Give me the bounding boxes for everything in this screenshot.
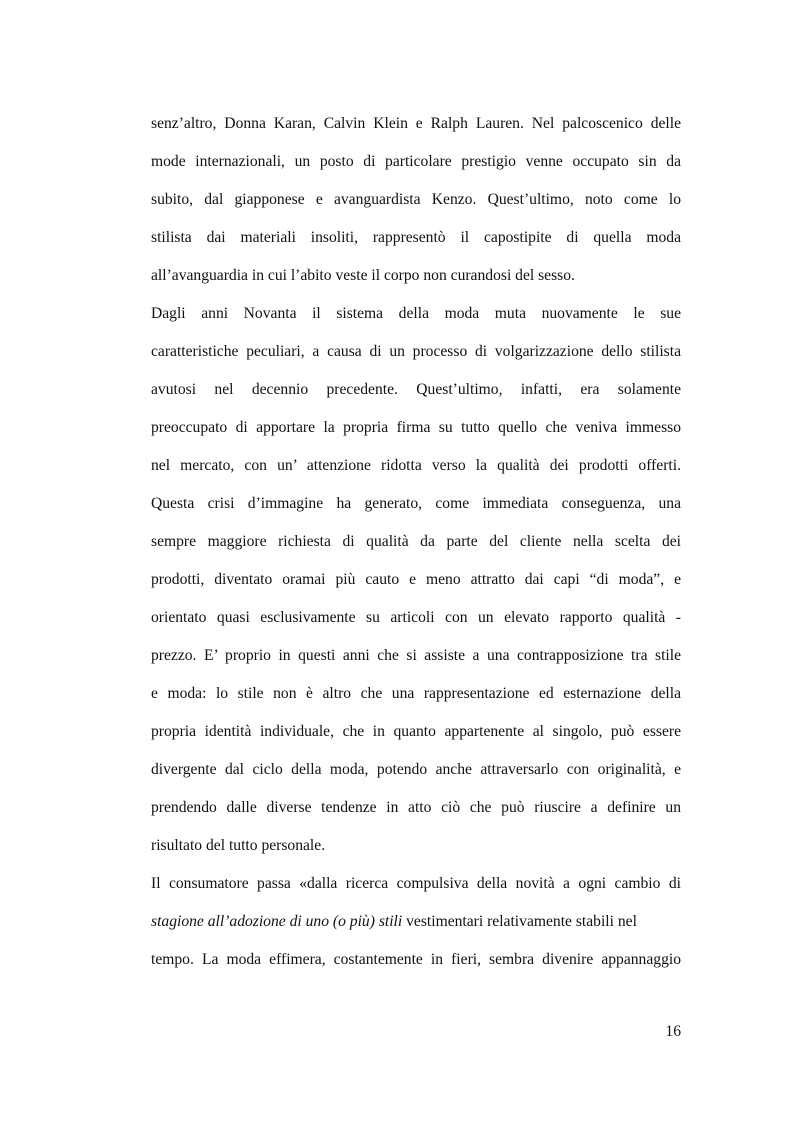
text-line: stilista dai materiali insoliti, rappresentò il capostipite di quella moda [151, 229, 681, 246]
text-line: prodotti, diventato oramai più cauto e meno attratto dai capi “di moda”, e [151, 571, 681, 588]
text-line: preoccupato di apportare la propria firma su tutto quello che veniva immesso [151, 419, 681, 436]
text-line: caratteristiche peculiari, a causa di un processo di volgarizzazione dello stilista [151, 343, 681, 360]
text-line: orientato quasi esclusivamente su articoli con un elevato rapporto qualità - [151, 609, 681, 626]
text-line: e moda: lo stile non è altro che una rappresentazione ed esternazione della [151, 685, 681, 702]
text-line: avutosi nel decennio precedente. Quest’ultimo, infatti, era solamente [151, 381, 681, 398]
text-line: prendendo dalle diverse tendenze in atto ciò che può riuscire a definire un [151, 799, 681, 816]
text-line: Questa crisi d’immagine ha generato, come immediata conseguenza, una [151, 495, 681, 512]
text-line: senz’altro, Donna Karan, Calvin Klein e Ralph Lauren. Nel palcoscenico delle [151, 115, 681, 132]
page-body [151, 111, 681, 985]
text-line: Il consumatore passa «dalla ricerca compulsiva della novità a ogni cambio di [151, 875, 681, 892]
text-line: tempo. La moda effimera, costantemente in fieri, sembra divenire appannaggio [151, 951, 681, 968]
page-number: 16 [665, 1023, 681, 1040]
text-line: subito, dal giapponese e avanguardista Kenzo. Quest’ultimo, noto come lo [151, 191, 681, 208]
text-line: all’avanguardia in cui l’abito veste il corpo non curandosi del sesso. [151, 267, 575, 284]
text-line: prezzo. E’ proprio in questi anni che si assiste a una contrapposizione tra stile [151, 647, 681, 664]
text-line: risultato del tutto personale. [151, 837, 326, 854]
text-line: sempre maggiore richiesta di qualità da parte del cliente nella scelta dei [151, 533, 681, 550]
italic-quote-fragment: stagione all’adozione di uno (o più) stili [151, 913, 403, 930]
text-line: divergente dal ciclo della moda, potendo anche attraversarlo con originalità, e [151, 761, 681, 778]
text-line-mixed [151, 909, 681, 947]
text-line: nel mercato, con un’ attenzione ridotta verso la qualità dei prodotti offerti. [151, 457, 681, 474]
text-fragment: vestimentari relativamente stabili nel [402, 913, 637, 930]
text-line: propria identità individuale, che in quanto appartenente al singolo, può essere [151, 723, 681, 740]
text-line: mode internazionali, un posto di particolare prestigio venne occupato sin da [151, 153, 681, 170]
text-line: Dagli anni Novanta il sistema della moda muta nuovamente le sue [151, 305, 681, 322]
